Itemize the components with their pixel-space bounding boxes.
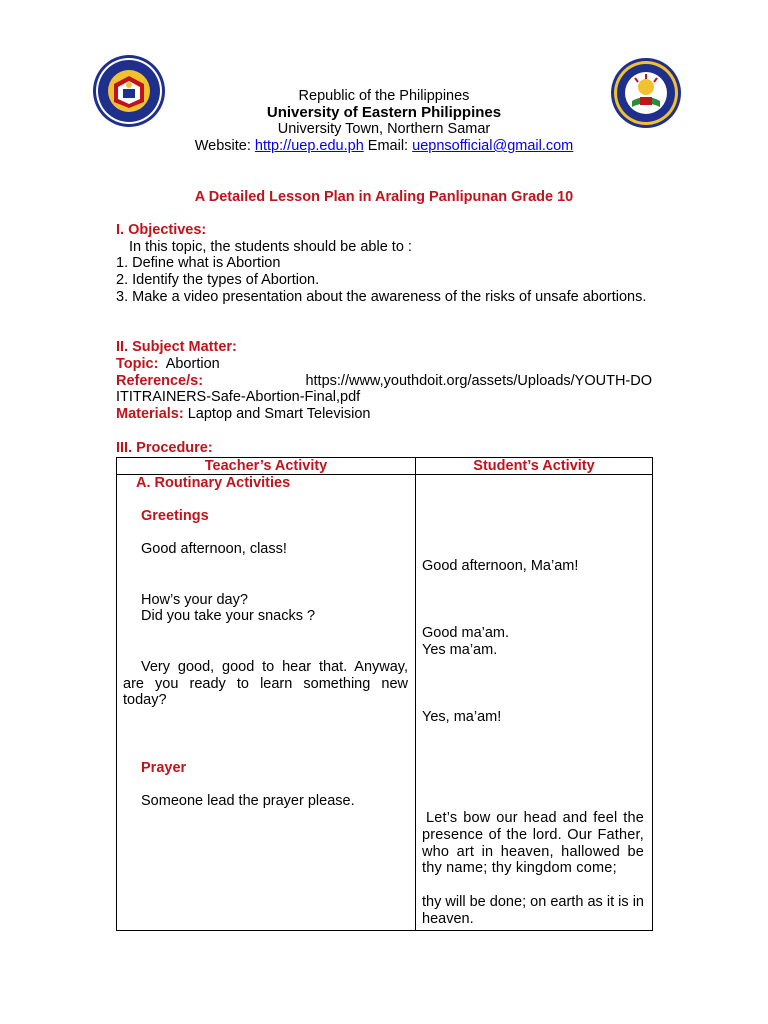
- materials-line: [116, 406, 370, 422]
- reference-label: Reference/s:: [116, 373, 204, 389]
- materials-label: Materials:: [116, 406, 184, 422]
- topic-value: Abortion: [165, 356, 220, 372]
- teacher-ready-to-learn: Very good, good to hear that. Anyway, are you ready to learn something new today?: [123, 659, 408, 709]
- greetings-heading: Greetings: [141, 508, 209, 524]
- teacher-activity-cell: [117, 475, 416, 931]
- student-activity-header: Student’s Activity: [416, 458, 653, 475]
- university-name: University of Eastern Philippines: [266, 104, 502, 121]
- student-good-maam: Good ma’am.: [422, 625, 510, 641]
- teacher-snacks: Did you take your snacks ?: [141, 608, 316, 624]
- website-label: Website:: [194, 138, 251, 154]
- objective-item-2: 2. Identify the types of Abortion.: [116, 272, 320, 288]
- routinary-activities-heading: A. Routinary Activities: [136, 475, 291, 491]
- student-yes-maam: Yes ma’am.: [422, 642, 498, 658]
- student-prayer-text-2: thy will be done; on earth as it is in heaven.: [422, 894, 644, 927]
- contact-line: [0, 138, 768, 154]
- objective-item-3: 3. Make a video presentation about the awareness of the risks of unsafe abortions.: [116, 289, 647, 305]
- student-activity-cell: [416, 475, 653, 931]
- student-prayer-text: Let’s bow our head and feel the presence of the lord. Our Father, who art in heaven, hallowed be thy name; thy kingdom come;: [422, 810, 644, 877]
- reference-line-2: ITITRAINERS-Safe-Abortion-Final,pdf: [116, 389, 361, 405]
- objectives-heading: I. Objectives:: [116, 222, 207, 238]
- objectives-intro: In this topic, the students should be able to :: [129, 239, 412, 255]
- procedure-table: [116, 457, 653, 931]
- reference-line-1: https://www,youthdoit.org/assets/Uploads/YOUTH-DO: [305, 373, 652, 389]
- email-link[interactable]: uepnsofficial@gmail.com: [412, 138, 574, 154]
- republic-line: Republic of the Philippines: [298, 88, 470, 104]
- subject-matter-heading: II. Subject Matter:: [116, 339, 237, 355]
- teacher-activity-header: Teacher’s Activity: [117, 458, 416, 475]
- teacher-lead-prayer: Someone lead the prayer please.: [141, 793, 355, 809]
- student-greeting: Good afternoon, Ma’am!: [422, 558, 579, 574]
- objective-item-1: 1. Define what is Abortion: [116, 255, 281, 271]
- lesson-plan-title: A Detailed Lesson Plan in Araling Panlipunan Grade 10: [194, 189, 574, 205]
- teacher-hows-day: How’s your day?: [141, 592, 248, 608]
- topic-label: Topic:: [116, 356, 159, 372]
- materials-value: Laptop and Smart Television: [187, 406, 371, 422]
- procedure-heading: III. Procedure:: [116, 440, 213, 456]
- website-link[interactable]: http://uep.edu.ph: [254, 138, 364, 154]
- student-ready-answer: Yes, ma’am!: [422, 709, 502, 725]
- topic-line: [116, 356, 220, 372]
- university-town: University Town, Northern Samar: [277, 121, 491, 137]
- prayer-heading: Prayer: [141, 760, 187, 776]
- email-label: Email:: [367, 138, 409, 154]
- teacher-greeting: Good afternoon, class!: [141, 541, 287, 557]
